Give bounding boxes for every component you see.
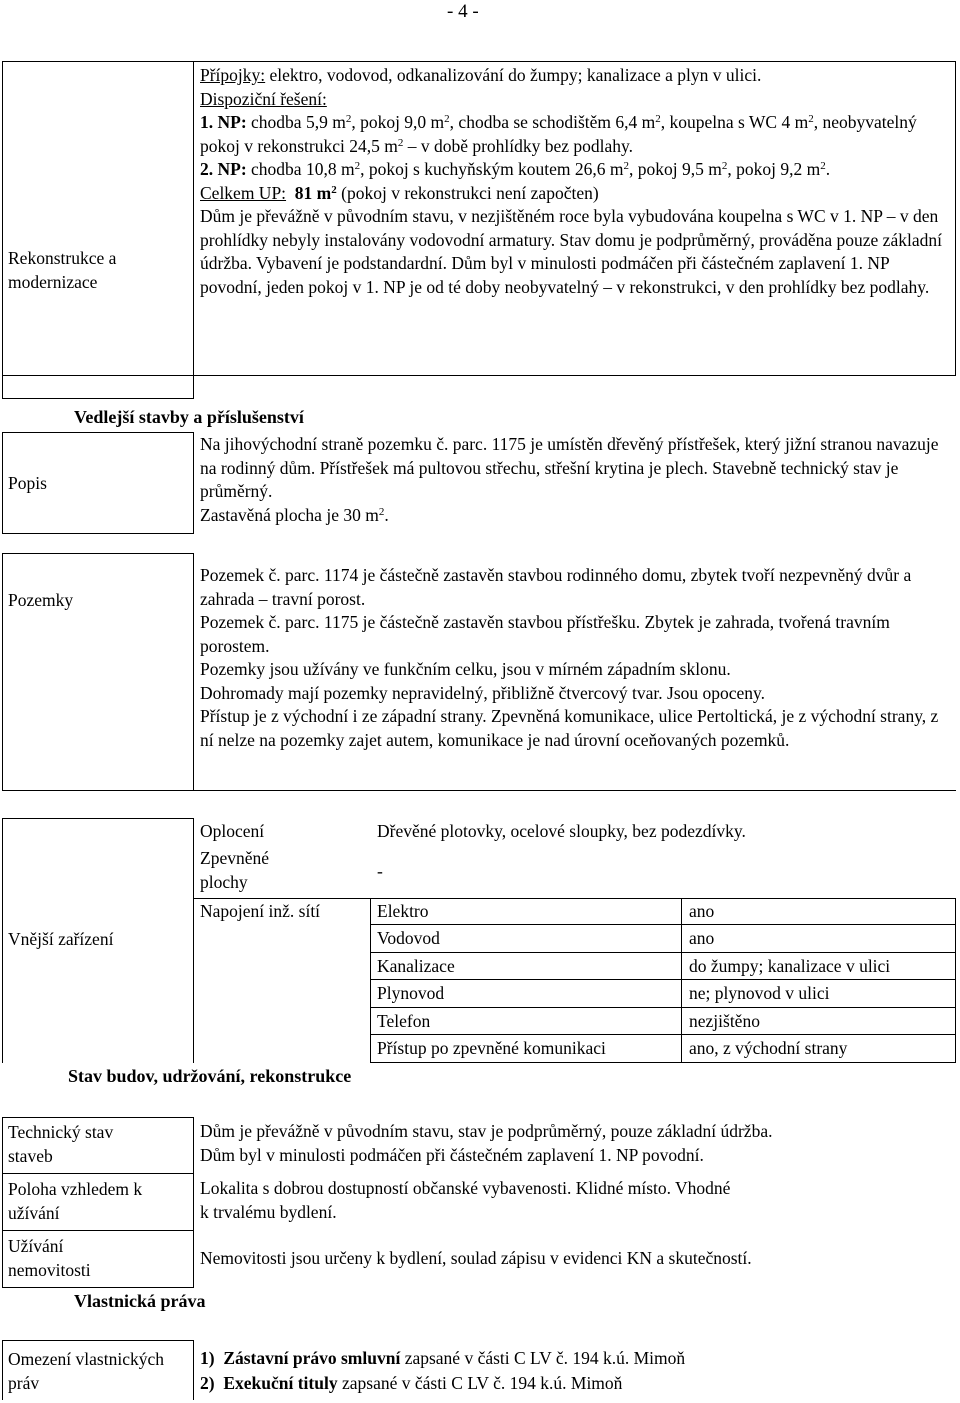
poloha-label: Poloha vzhledem k užívání [8,1179,143,1223]
oploceni-value: Dřevěné plotovky, ocelové sloupky, bez podezdívky. [377,821,746,841]
site-value: ano, z východní strany [689,1038,848,1058]
np1-text: , koupelna s WC 4 m [660,112,809,132]
celkem-note: (pokoj v rekonstrukci není započten) [336,182,599,203]
rekonstrukce-divider [193,61,194,398]
site-name: Vodovod [377,928,440,948]
np2-text: , pokoj s kuchyňským koutem 26,6 m [360,159,624,179]
vedlejsi-area [200,504,952,528]
area-end: . [384,504,389,525]
dispozicni-line [200,88,952,112]
omezeni-top-border [2,1340,194,1341]
vedlejsi-content [200,433,952,527]
item-text: zapsané v části C LV č. 194 k.ú. Mimoň [337,1373,623,1393]
sup: 2 [378,505,385,518]
np2-label: 2. NP: [200,159,247,179]
site-border [370,979,956,980]
site-value: ano [689,901,715,921]
pozemky-p3: Pozemky jsou užívány ve funkčním celku, jsou v mírném západním sklonu. [200,659,731,679]
popis-label: Popis [8,473,47,493]
pripojky-label: Přípojky: [200,65,266,85]
np1-text: – v době prohlídky bez podlahy. [403,135,634,156]
site-name: Plynovod [377,983,445,1003]
np1-text: chodba 5,9 m [246,112,346,132]
site-value: nezjištěno [689,1011,760,1031]
pozemky-label: Pozemky [8,590,74,610]
np2-text: , pokoj 9,5 m [629,159,722,179]
pozemky-left-border [2,553,3,790]
site-border [370,924,956,925]
technicky-label: Technický stav staveb [8,1122,114,1166]
pozemky-top-border [2,553,194,554]
celkem-label: Celkem UP: [200,182,287,203]
vnejsi-left-border [2,818,3,1063]
np2-text: . [825,159,831,179]
np2-text: , pokoj 9,2 m [727,159,821,179]
omezeni-item [200,1372,622,1396]
omezeni-item [200,1347,685,1371]
popis-top-border [2,432,194,433]
stav-left-border [2,1117,3,1287]
sup: 2 [721,160,728,172]
stav-row-border [2,1230,194,1231]
np2-line [200,158,952,182]
celkem-value: 81 m [294,182,332,203]
stav-divider [193,1117,194,1287]
vedlejsi-text: Na jihovýchodní straně pozemku č. parc. 1175 je umístěn dřevěný přístřešek, který jižní stranou navazuje na rodinný dům. Přístřešek má pultovou střechu, střešní krytina je plech. Stavebně technický stav je průměrný. [200,434,939,501]
zpevnene-value: - [377,861,383,881]
rekonstrukce-bottom-border [2,375,956,376]
pozemky-p1: Pozemek č. parc. 1174 je částečně zastavěn stavbou rodinného domu, zbytek tvoří nezpevněný dvůr a zahrada – travní porost. [200,565,912,609]
poloha-line-2: k trvalému bydlení. [200,1202,337,1222]
site-border [370,1007,956,1008]
pozemky-divider [193,553,194,790]
poloha-line-1: Lokalita s dobrou dostupností občanské vybavenosti. Klidné místo. Vhodné [200,1178,731,1198]
sup: 2 [444,113,450,125]
item-num: 2) [200,1373,215,1393]
sup: 2 [354,160,361,172]
np1-text: , chodba se schodištěm 6,4 m [449,112,656,132]
stav-top-border [2,1117,194,1118]
sup: 2 [345,113,352,125]
vnejsi-top-border [2,818,194,819]
site-border [370,1062,956,1063]
vnejsi-label: Vnější zařízení [8,929,114,949]
napojeni-label: Napojení inž. sítí [200,901,321,921]
sup: 2 [820,160,826,172]
omezeni-left-border [2,1340,3,1400]
popis-divider [193,432,194,533]
np1-label: 1. NP: [200,112,247,132]
site-name: Přístup po zpevněné komunikaci [377,1038,606,1058]
rekonstrukce-left-border [2,61,3,375]
rekonstrukce-right-border [955,61,956,375]
omezeni-divider [193,1340,194,1400]
page-number: - 4 - [447,1,479,22]
pozemky-bottom-border [2,790,956,791]
rekonstrukce-content [200,64,952,299]
rekonstrukce-left-lower [2,375,3,398]
site-value: ne; plynovod v ulici [689,983,830,1003]
rekonstrukce-left-bottom [2,398,194,399]
np1-line [200,111,952,158]
technicky-line-1: Dům je převážně v původním stavu, stav je podprůměrný, pouze základní údržba. [200,1121,773,1141]
site-border [370,952,956,953]
item-bold: Zástavní právo smluvní [223,1348,401,1368]
uzivani-text: Nemovitosti jsou určeny k bydlení, soulad zápisu v evidenci KN a skutečností. [200,1248,752,1268]
item-text: zapsané v části C LV č. 194 k.ú. Mimoň [400,1348,686,1368]
item-bold: Exekuční tituly [223,1373,338,1393]
site-border [370,898,371,1062]
sup: 2 [397,136,404,149]
np1-text: , pokoj 9,0 m [351,112,445,132]
zpevnene-label: Zpevněné plochy [200,848,269,892]
dispozicni-label: Dispoziční řešení: [200,88,327,109]
sup: 2 [331,183,337,196]
oploceni-label: Oplocení [200,821,265,841]
stav-budov-heading: Stav budov, udržování, rekonstrukce [68,1066,352,1086]
pozemky-content [200,564,945,752]
rekonstrukce-popis: Dům je převážně v původním stavu, v nezjištěném roce byla vybudována koupelna s WC v 1. NP – v den prohlídky nebyly instalovány vodovodní armatury. Stav domu je podprůměrný, prováděna pouze základní údržba. Vybavení je podstandardní. Dům byl v minulosti podmáčen při částečném zaplavení 1. NP povodní, jeden pokoj v 1. NP je od té doby neobyvatelný – v rekonstrukci, v den prohlídky bez podlahy. [200,206,942,297]
site-border [955,898,956,1062]
omezeni-label: Omezení vlastnických práv [8,1349,164,1393]
uzivani-label: Užívání nemovitosti [8,1236,91,1280]
vnejsi-divider [193,818,194,1063]
pripojky-line [200,64,952,88]
rekonstrukce-top-border [2,61,956,62]
area-text: Zastavěná plocha je 30 m [200,504,379,525]
vlastnicka-heading: Vlastnická práva [74,1291,206,1311]
celkem-line [200,182,952,206]
np1-text: , neobyvatelný pokoj v rekonstrukci 24,5 m [200,112,917,156]
rekonstrukce-label: Rekonstrukce a modernizace [8,248,117,292]
sup: 2 [655,113,661,125]
site-border [194,898,956,899]
site-value: do žumpy; kanalizace v ulici [689,956,891,976]
item-num: 1) [200,1348,215,1368]
pripojky-text: elektro, vodovod, odkanalizování do žumpy; kanalizace a plyn v ulici. [265,65,762,85]
site-name: Elektro [377,901,429,921]
technicky-line-2: Dům byl v minulosti podmáčen při částečném zaplavení 1. NP povodní. [200,1145,704,1165]
popis-bottom-border [2,533,194,534]
np2-text: chodba 10,8 m [246,159,355,179]
site-value: ano [689,928,715,948]
popis-left-border [2,432,3,533]
pozemky-p2: Pozemek č. parc. 1175 je částečně zastavěn stavbou přístřešku. Zbytek je zahrada, tvořená travním porostem. [200,612,890,656]
site-border [681,898,682,1062]
pozemky-p4: Dohromady mají pozemky nepravidelný, přibližně čtvercový tvar. Jsou opoceny. [200,682,766,703]
pozemky-p5: Přístup je z východní i ze západní strany. Zpevněná komunikace, ulice Pertoltická, je z východní strany, z ní nelze na pozemky zajet autem, komunikace je nad úrovní oceňovaných pozemků. [200,706,939,750]
stav-row-border [2,1173,194,1174]
sup: 2 [808,113,814,125]
site-border [370,1034,956,1035]
site-name: Kanalizace [377,956,455,976]
sup: 2 [623,160,630,172]
vedlejsi-heading: Vedlejší stavby a příslušenství [74,407,304,427]
stav-bottom-border [2,1287,194,1288]
site-name: Telefon [377,1011,431,1031]
